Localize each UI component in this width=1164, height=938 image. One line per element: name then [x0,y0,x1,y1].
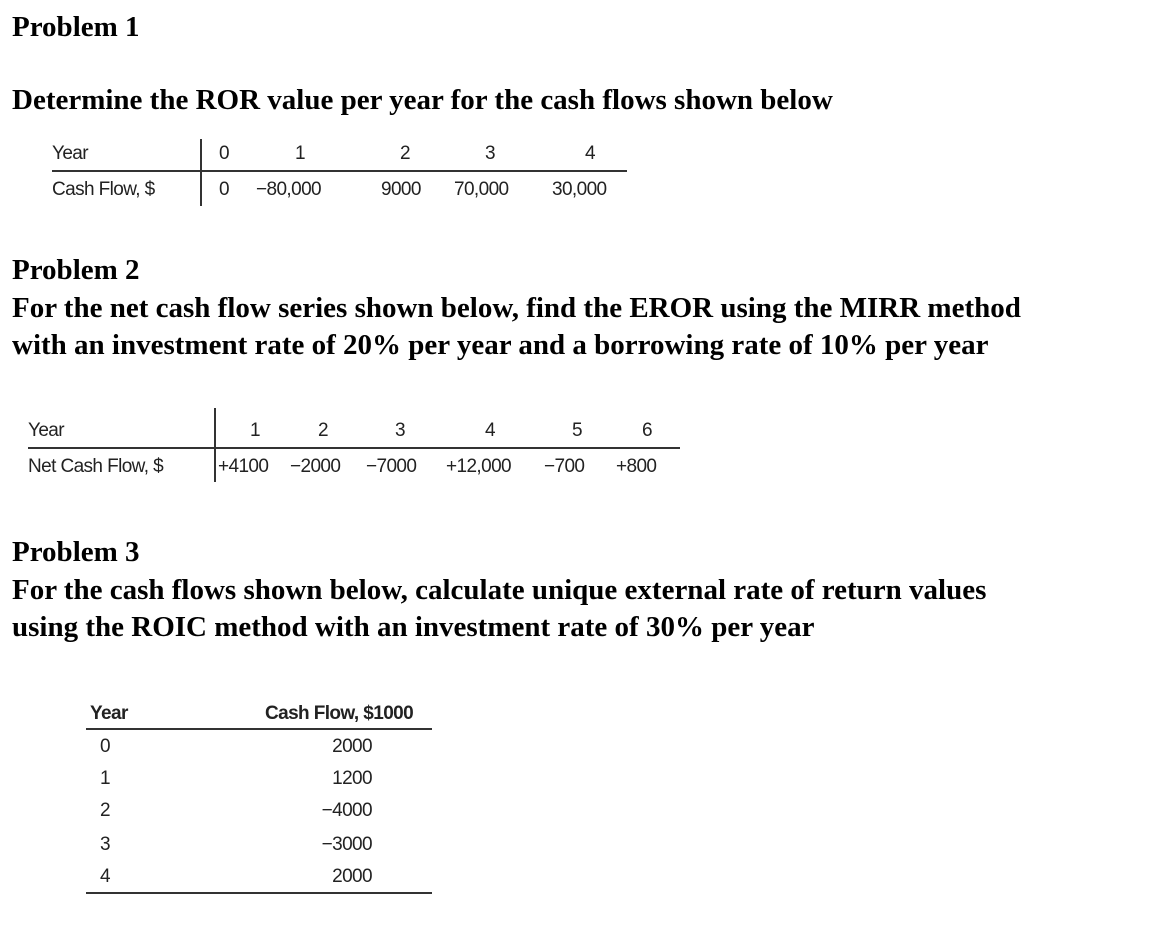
p2-cashflow: +12,000 [446,456,512,477]
p1-cashflow: 70,000 [454,179,509,200]
p3-cashflow: 1200 [332,768,372,789]
p2-rule [28,447,680,449]
problem-3-line-2: using the ROIC method with an investment rate of 30% per year [12,611,815,643]
p2-cashflow: +4100 [218,456,269,477]
p3-bottom-rule [86,892,432,894]
p3-year: 2 [100,800,110,821]
p2-year-label: Year [28,420,64,441]
p3-year-header: Year [90,703,128,724]
p1-year: 2 [400,143,410,164]
p3-cashflow: −4000 [321,800,372,821]
p3-cashflow: −3000 [321,834,372,855]
p3-cashflow-header: Cash Flow, $1000 [265,703,414,724]
problem-3-title: Problem 3 [12,536,140,568]
p1-year-label: Year [52,143,88,164]
p3-year: 0 [100,736,110,757]
p2-year: 1 [250,420,260,441]
problem-1-text: Determine the ROR value per year for the cash flows shown below [12,84,833,116]
p2-cashflow: +800 [616,456,657,477]
p2-cashflow: −7000 [366,456,417,477]
p1-cashflow-label: Cash Flow, $ [52,179,155,200]
p3-cashflow: 2000 [332,866,372,887]
p2-year: 5 [572,420,582,441]
p1-cashflow: 30,000 [552,179,607,200]
problem-2-line-1: For the net cash flow series shown below, find the EROR using the MIRR method [12,292,1021,324]
p2-year: 6 [642,420,652,441]
p1-cashflow: 9000 [381,179,421,200]
p2-year: 4 [485,420,495,441]
p1-year: 3 [485,143,495,164]
p1-divider [200,139,202,206]
p2-year: 2 [318,420,328,441]
problem-3-line-1: For the cash flows shown below, calculate unique external rate of return values [12,574,987,606]
p1-year: 0 [219,143,229,164]
p1-rule [52,170,627,172]
problem-2-line-2: with an investment rate of 20% per year and a borrowing rate of 10% per year [12,329,989,361]
p3-top-rule [86,728,432,730]
p1-cashflow: 0 [219,179,229,200]
p3-year: 4 [100,866,110,887]
p3-year: 3 [100,834,110,855]
p1-year: 1 [295,143,305,164]
p2-cashflow: −2000 [290,456,341,477]
p1-cashflow: −80,000 [256,179,322,200]
p2-cashflow-label: Net Cash Flow, $ [28,456,164,477]
p2-cashflow: −700 [544,456,585,477]
p3-year: 1 [100,768,110,789]
p1-year: 4 [585,143,595,164]
problem-1-title: Problem 1 [12,11,140,43]
p2-year: 3 [395,420,405,441]
problem-2-title: Problem 2 [12,254,140,286]
p2-divider [214,408,216,482]
p3-cashflow: 2000 [332,736,372,757]
